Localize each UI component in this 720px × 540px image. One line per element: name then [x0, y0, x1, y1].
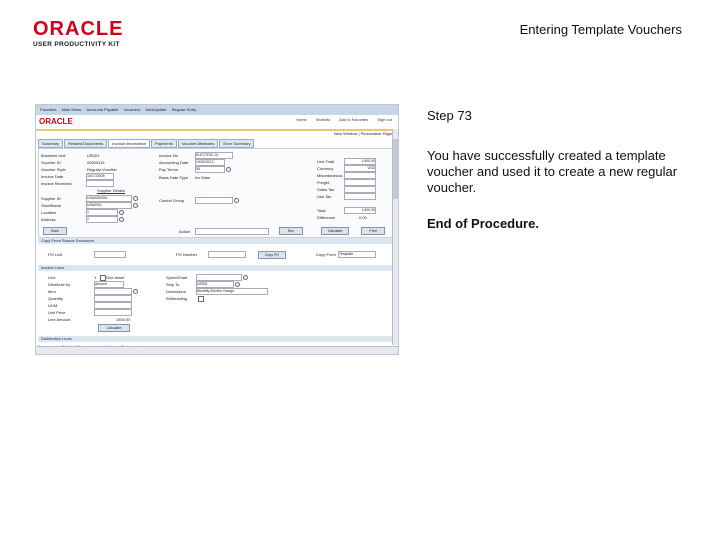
- lookup-icon[interactable]: [243, 275, 248, 280]
- field-label: Miscellaneous: [317, 173, 343, 178]
- field-value: 0.00: [359, 215, 367, 220]
- brand-bar: [36, 115, 398, 131]
- field-label: Address: [41, 217, 56, 222]
- field-label: Currency: [317, 166, 334, 171]
- logo-word: ORACLE: [33, 18, 124, 40]
- lookup-icon[interactable]: [133, 196, 138, 201]
- short-name-input[interactable]: USA0001: [86, 202, 132, 209]
- lookup-icon[interactable]: [235, 282, 240, 287]
- po-number-label: PO Number: [176, 252, 198, 257]
- field-label: Difference: [317, 215, 336, 220]
- vertical-scrollbar[interactable]: [392, 129, 398, 345]
- address-input[interactable]: 1: [86, 216, 118, 223]
- field-label: Basis Date Type: [159, 175, 189, 180]
- field-value: Regular Voucher: [87, 167, 117, 172]
- nav-item[interactable]: Regular Entry: [171, 107, 197, 112]
- line-field-label: Line Amount: [48, 317, 71, 322]
- run-button[interactable]: Run: [279, 227, 303, 235]
- nav-item[interactable]: Favorites: [40, 107, 57, 112]
- line-field-label: Line: [48, 275, 56, 280]
- calculate-button[interactable]: Calculate: [321, 227, 349, 235]
- lookup-icon[interactable]: [133, 289, 138, 294]
- unit-price-input[interactable]: [94, 309, 132, 316]
- distribute-by-select[interactable]: Amount: [94, 281, 124, 288]
- nav-item[interactable]: Add/Update: [145, 107, 167, 112]
- save-button[interactable]: Save: [43, 227, 67, 235]
- invoice-received-input[interactable]: [86, 180, 114, 187]
- lookup-icon[interactable]: [119, 217, 124, 222]
- field-label: Total: [317, 208, 326, 213]
- field-label: Location: [41, 210, 57, 215]
- withholding-checkbox[interactable]: [198, 296, 204, 302]
- invoice-lines-header[interactable]: Invoice Lines: [38, 265, 397, 271]
- field-value: Inv Date: [195, 175, 210, 180]
- line-mid-label: Description: [166, 289, 187, 294]
- header-link-home[interactable]: Home: [295, 117, 307, 122]
- total-input[interactable]: 1,500.00: [344, 207, 376, 214]
- item-input[interactable]: [94, 288, 132, 295]
- line-field-label: Item: [48, 289, 56, 294]
- tab-bar: [38, 139, 255, 148]
- freight-input[interactable]: [344, 179, 376, 186]
- application-screenshot: [35, 104, 399, 355]
- ship-to-input[interactable]: US001: [196, 281, 234, 288]
- invoice-number-input[interactable]: ELECTRIC-01: [195, 152, 233, 159]
- line-field-value: 1500.00: [116, 317, 131, 322]
- line-field-label: Quantity: [48, 296, 63, 301]
- tab-voucher-attributes[interactable]: Voucher Attributes: [178, 139, 218, 148]
- tab-payments[interactable]: Payments: [151, 139, 177, 148]
- po-unit-input[interactable]: [94, 251, 126, 258]
- field-label: Line Total: [317, 159, 335, 164]
- field-label: Accounting Date: [159, 160, 189, 165]
- line-mid-label: Withholding: [166, 296, 187, 301]
- lookup-icon[interactable]: [133, 203, 138, 208]
- pay-terms-input[interactable]: 30: [195, 166, 225, 173]
- print-button[interactable]: Print: [361, 227, 385, 235]
- line-field-value: 1: [94, 275, 97, 280]
- step-description: You have successfully created a template voucher and used it to create a new regular voucher.: [427, 148, 678, 195]
- header-link-signout[interactable]: Sign out: [377, 117, 392, 122]
- nav-item[interactable]: Accounts Payable: [86, 107, 119, 112]
- horizontal-scrollbar[interactable]: [36, 346, 398, 354]
- field-label: Freight: [317, 180, 330, 185]
- field-label: Use Tax: [317, 194, 332, 199]
- field-value: 00000115: [87, 160, 105, 165]
- step-number: Step 73: [427, 108, 472, 123]
- copy-from-section-header[interactable]: Copy From Source Document: [38, 238, 397, 244]
- control-group-input[interactable]: [195, 197, 233, 204]
- copy-from-label: Copy From: [316, 252, 336, 257]
- line-field-label: Unit Price: [48, 310, 66, 315]
- line-field-label: Distribute by: [48, 282, 71, 287]
- uom-input[interactable]: [94, 302, 132, 309]
- one-asset-label: One Asset: [106, 275, 125, 280]
- field-label: Voucher ID: [41, 160, 61, 165]
- po-unit-label: PO Unit: [48, 252, 63, 257]
- quantity-input[interactable]: [94, 295, 132, 302]
- field-label: Sales Tax: [317, 187, 335, 192]
- lookup-icon[interactable]: [234, 198, 239, 203]
- speedchart-input[interactable]: [196, 274, 242, 281]
- field-value: US001: [87, 153, 100, 158]
- field-label: Invoice No: [159, 153, 178, 158]
- accounting-date-input[interactable]: 10/25/2013: [195, 159, 225, 166]
- field-label: Control Group: [159, 198, 185, 203]
- field-label: Business Unit: [41, 153, 66, 158]
- field-label: Invoice Received: [41, 181, 72, 186]
- invoice-date-input[interactable]: 10/17/2005: [86, 173, 114, 180]
- logo-subtitle: USER PRODUCTIVITY KIT: [33, 41, 120, 48]
- header-links: [288, 117, 392, 122]
- tab-related-documents[interactable]: Related Documents: [64, 139, 107, 148]
- line-total-input[interactable]: 1,500.00: [344, 158, 376, 165]
- end-of-procedure: End of Procedure.: [427, 216, 539, 231]
- nav-item[interactable]: Vouchers: [123, 107, 141, 112]
- page-tools[interactable]: New Window | Personalize Page: [334, 131, 392, 136]
- description-input[interactable]: Monthly Electric Charge: [196, 288, 268, 295]
- field-label: ShortName: [41, 203, 62, 208]
- distribution-lines-header[interactable]: Distribution Lines: [38, 336, 397, 342]
- action-label: Action: [179, 229, 191, 234]
- header-link-favorites[interactable]: Add to Favorites: [339, 117, 369, 122]
- field-label: Pay Terms: [159, 167, 178, 172]
- line-mid-label: Ship To: [166, 282, 180, 287]
- lookup-icon[interactable]: [119, 210, 124, 215]
- oracle-upk-logo: [33, 19, 128, 48]
- copy-po-button[interactable]: Copy PO: [258, 251, 286, 259]
- nav-item[interactable]: Main Menu: [61, 107, 82, 112]
- location-input[interactable]: 1: [86, 209, 118, 216]
- line-calculate-button[interactable]: Calculate: [98, 324, 130, 332]
- scrollbar-thumb[interactable]: [393, 139, 398, 199]
- tab-summary[interactable]: Summary: [38, 139, 63, 148]
- field-label: Supplier ID: [41, 196, 61, 201]
- field-label: Invoice Date: [41, 174, 64, 179]
- field-label: Voucher Style: [41, 167, 66, 172]
- line-mid-label: SpeedChart: [166, 275, 188, 280]
- copy-from-select[interactable]: Template: [338, 251, 376, 258]
- supplier-details-link[interactable]: Supplier Details: [97, 188, 126, 193]
- use-tax-input[interactable]: [344, 193, 376, 200]
- action-select[interactable]: [195, 228, 269, 235]
- misc-input[interactable]: [344, 172, 376, 179]
- page-title: Entering Template Vouchers: [519, 22, 682, 37]
- currency-input[interactable]: USD: [344, 165, 376, 172]
- sales-tax-input[interactable]: [344, 186, 376, 193]
- line-field-label: UOM: [48, 303, 58, 308]
- invoice-header-panel: [38, 148, 396, 238]
- po-number-input[interactable]: [208, 251, 246, 258]
- header-link-worklist[interactable]: Worklist: [315, 117, 330, 122]
- breadcrumb-bar: [36, 105, 398, 115]
- brand-logo: ORACLE: [39, 117, 73, 126]
- tab-invoice-information[interactable]: Invoice Information: [108, 139, 150, 148]
- lookup-icon[interactable]: [226, 167, 231, 172]
- tab-error-summary[interactable]: Error Summary: [219, 139, 254, 148]
- supplier-id-input[interactable]: USA0000001: [86, 195, 132, 202]
